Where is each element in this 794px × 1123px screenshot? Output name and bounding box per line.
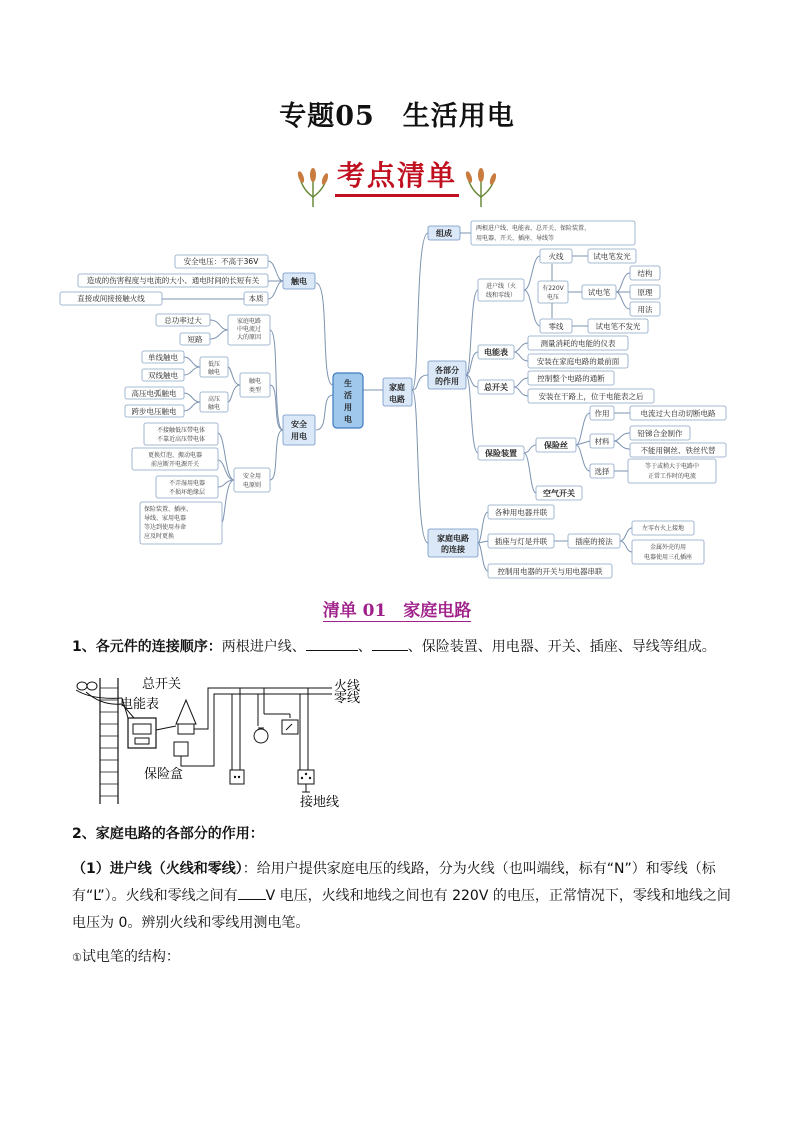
svg-text:各部分: 各部分	[435, 366, 459, 375]
svg-text:高压: 高压	[207, 396, 221, 403]
svg-text:有220V: 有220V	[542, 285, 564, 292]
svg-text:插座的接法: 插座的接法	[575, 537, 613, 546]
circled-number-1: ①	[72, 951, 82, 964]
mm-shock	[60, 255, 315, 305]
svg-text:应及时更换: 应及时更换	[144, 533, 175, 540]
svg-text:零线: 零线	[334, 691, 361, 706]
svg-text:触电: 触电	[291, 277, 307, 286]
blank-1[interactable]	[306, 636, 358, 651]
svg-text:电流过大自动切断电路: 电流过大自动切断电路	[640, 409, 716, 418]
page-title: 专题05 生活用电	[279, 101, 515, 132]
svg-text:导线、家用电器: 导线、家用电器	[144, 515, 187, 522]
svg-text:更换灯泡、搬动电器: 更换灯泡、搬动电器	[147, 452, 203, 459]
svg-text:的作用: 的作用	[435, 377, 459, 386]
blank-2[interactable]	[372, 636, 408, 651]
svg-text:的连接: 的连接	[441, 545, 465, 554]
svg-text:低压: 低压	[207, 361, 221, 368]
svg-text:组成: 组成	[436, 229, 452, 238]
svg-text:触电: 触电	[248, 378, 262, 385]
household-circuit-figure	[72, 670, 372, 810]
svg-text:用法: 用法	[637, 305, 653, 314]
svg-text:跨步电压触电: 跨步电压触电	[131, 407, 177, 416]
svg-text:测量消耗的电能的仪表: 测量消耗的电能的仪表	[540, 339, 616, 348]
svg-text:控制整个电路的通断: 控制整个电路的通断	[537, 374, 605, 383]
svg-text:试电笔不发光: 试电笔不发光	[595, 322, 641, 331]
svg-text:安全电压：不高于36V: 安全电压：不高于36V	[183, 257, 259, 266]
section-title: 清单 01 家庭电路	[322, 601, 472, 621]
svg-text:单线触电: 单线触电	[148, 353, 178, 362]
mm-center	[333, 373, 363, 428]
svg-text:触电: 触电	[207, 369, 221, 376]
svg-text:本质: 本质	[248, 294, 264, 303]
mm-safety	[125, 314, 315, 544]
svg-text:空气开关: 空气开关	[543, 489, 575, 498]
svg-text:各种用电器并联: 各种用电器并联	[494, 508, 548, 517]
svg-text:左零右火上接地: 左零右火上接地	[641, 525, 685, 532]
svg-text:进户线（火: 进户线（火	[485, 283, 517, 290]
svg-text:安装在干路上，位于电能表之后: 安装在干路上，位于电能表之后	[538, 392, 644, 401]
mm-circuit	[383, 221, 726, 578]
svg-text:造成的伤害程度与电流的大小、通电时间的长短有关: 造成的伤害程度与电流的大小、通电时间的长短有关	[86, 276, 260, 285]
svg-text:铅锑合金制作: 铅锑合金制作	[637, 429, 683, 438]
svg-text:金属外壳的用: 金属外壳的用	[649, 544, 687, 551]
svg-text:火线: 火线	[548, 252, 564, 261]
svg-text:作用: 作用	[594, 409, 610, 418]
svg-text:试电笔: 试电笔	[587, 288, 611, 297]
svg-text:插座与灯是并联: 插座与灯是并联	[494, 537, 548, 546]
svg-text:零线: 零线	[548, 322, 564, 331]
banner-title: 考点清单	[335, 154, 459, 197]
svg-text:电器使用三孔插座: 电器使用三孔插座	[643, 554, 693, 561]
svg-text:类型: 类型	[248, 387, 262, 394]
svg-text:接地线: 接地线	[300, 795, 340, 810]
svg-text:触电: 触电	[207, 404, 221, 411]
svg-text:家庭电路: 家庭电路	[236, 318, 262, 325]
svg-text:电路: 电路	[389, 395, 405, 404]
svg-text:安全: 安全	[291, 420, 307, 429]
svg-text:控制用电器的开关与用电器串联: 控制用电器的开关与用电器串联	[497, 567, 603, 576]
question-2: 2、家庭电路的各部分的作用：	[72, 826, 264, 842]
svg-text:不弄湿用电器: 不弄湿用电器	[168, 480, 206, 487]
svg-text:生: 生	[344, 379, 352, 388]
svg-text:双线触电: 双线触电	[148, 371, 178, 380]
svg-text:总功率过大: 总功率过大	[164, 316, 202, 325]
svg-text:大的原因: 大的原因	[236, 334, 262, 341]
svg-text:不损坏绝缘层: 不损坏绝缘层	[168, 489, 206, 496]
svg-text:保险丝: 保险丝	[544, 441, 568, 450]
paragraph-entry-line: （1）进户线（火线和零线）：给用户提供家庭电压的线路，分为火线（也叫端线，标有“N”）和零线（标有“L”）。火线和零线之间有 V 电压，火线和地线之间也有 220V 的电压，正常情况下，零线和地线之间电压为 0。辨别火线和零线用测电笔。	[72, 861, 731, 931]
svg-text:不接触低压带电体: 不接触低压带电体	[156, 427, 206, 434]
svg-text:两根进户线、电能表、总开关、保险装置、: 两根进户线、电能表、总开关、保险装置、	[476, 225, 591, 232]
svg-text:线和零线）: 线和零线）	[485, 292, 517, 299]
svg-text:火线: 火线	[334, 679, 361, 694]
svg-text:电能表: 电能表	[484, 348, 508, 357]
svg-text:电压: 电压	[546, 294, 560, 301]
question-1: 1、各元件的连接顺序：两根进户线、 、 、保险装置、用电器、开关、插座、导线等组成。	[72, 634, 732, 661]
svg-text:高压电弧触电: 高压电弧触电	[131, 389, 177, 398]
svg-text:不能用铜丝、铁丝代替: 不能用铜丝、铁丝代替	[640, 446, 716, 455]
svg-text:正常工作时的电流: 正常工作时的电流	[647, 473, 697, 480]
svg-text:保险装置、插座、: 保险装置、插座、	[144, 506, 193, 513]
svg-text:电原则: 电原则	[242, 482, 262, 489]
reed-left-icon	[296, 167, 330, 207]
svg-text:电能表: 电能表	[120, 697, 160, 712]
svg-text:保险装置: 保险装置	[485, 449, 517, 458]
svg-text:前应断开电源开关: 前应断开电源开关	[150, 461, 200, 468]
svg-text:选择: 选择	[594, 467, 610, 476]
svg-text:结构: 结构	[637, 269, 653, 278]
svg-text:保险盒: 保险盒	[144, 767, 184, 782]
svg-text:家庭: 家庭	[389, 383, 405, 392]
svg-text:家庭电路: 家庭电路	[437, 534, 469, 543]
svg-text:活: 活	[344, 391, 352, 400]
svg-text:总开关: 总开关	[484, 383, 508, 392]
reed-right-icon	[464, 167, 498, 207]
paragraph-pen-structure: ①试电笔的结构：	[72, 949, 180, 965]
svg-text:等于或稍大于电路中: 等于或稍大于电路中	[644, 463, 700, 470]
svg-text:原理: 原理	[637, 288, 653, 297]
svg-text:材料: 材料	[594, 437, 610, 446]
svg-text:电: 电	[344, 415, 352, 424]
svg-text:总开关: 总开关	[142, 677, 182, 692]
svg-text:试电笔发光: 试电笔发光	[593, 252, 631, 261]
svg-text:用电: 用电	[291, 432, 307, 441]
svg-text:用: 用	[344, 403, 352, 412]
svg-text:等达到使用寿命: 等达到使用寿命	[144, 524, 187, 531]
svg-text:中电流过: 中电流过	[236, 326, 262, 333]
svg-text:安装在家庭电路的最前面: 安装在家庭电路的最前面	[536, 357, 620, 366]
svg-text:短路: 短路	[187, 335, 203, 344]
blank-3[interactable]	[238, 885, 266, 900]
svg-text:直接或间接接触火线: 直接或间接接触火线	[77, 294, 145, 303]
svg-text:不靠近高压带电体: 不靠近高压带电体	[156, 436, 206, 443]
banner	[0, 160, 794, 207]
svg-text:安全用: 安全用	[242, 473, 262, 480]
mind-map	[0, 215, 794, 585]
svg-text:用电器、开关、插座、导线等: 用电器、开关、插座、导线等	[476, 235, 555, 242]
